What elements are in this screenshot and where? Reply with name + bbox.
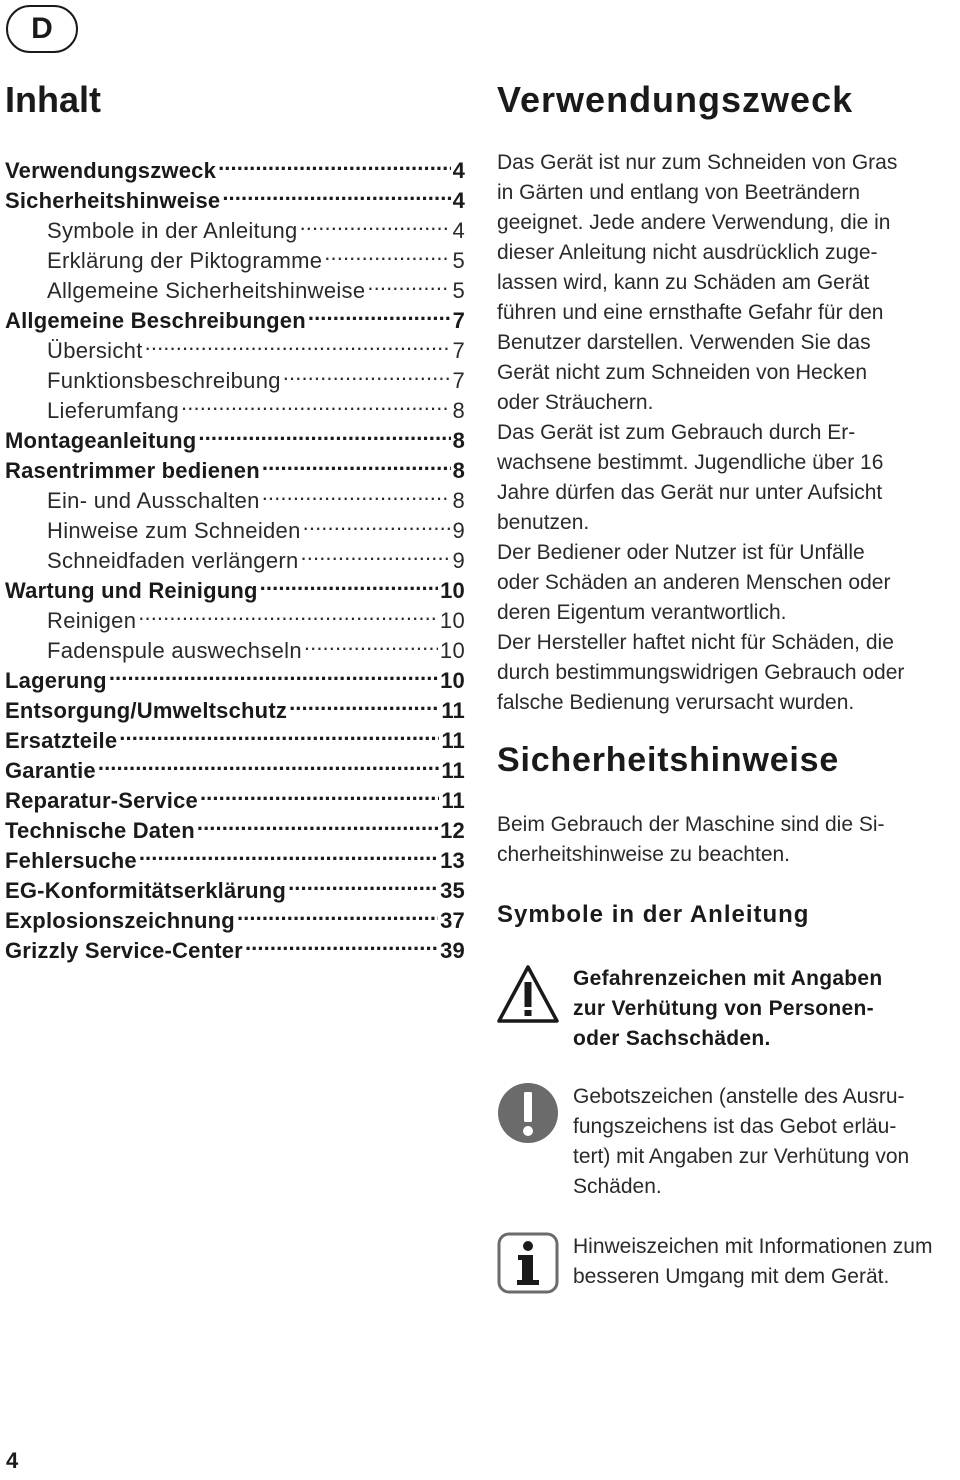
toc-entry-page: 8: [452, 488, 465, 513]
usage-line: Jahre dürfen das Gerät nur unter Aufsicht: [497, 481, 883, 504]
safety-line: Beim Gebrauch der Maschine sind die Si-: [497, 813, 885, 836]
safety-body: [497, 810, 957, 870]
toc-leader-dots: [303, 508, 451, 538]
toc-entry-label: Technische Daten: [5, 818, 195, 843]
page-number: 4: [6, 1448, 19, 1473]
toc-leader-dots: [119, 718, 439, 748]
toc-entry-label: Hinweise zum Schneiden: [47, 518, 301, 543]
safety-section: [497, 738, 957, 870]
toc-entry-label: Übersicht: [47, 338, 143, 363]
toc-entry-page: 4: [452, 218, 465, 243]
toc-entry-label: EG-Konformitätserklärung: [5, 878, 287, 903]
usage-line: dieser Anleitung nicht ausdrücklich zuge-: [497, 241, 878, 264]
usage-line: Gerät nicht zum Schneiden von Hecken: [497, 361, 868, 384]
toc-entry-page: 11: [441, 788, 465, 813]
toc-entry-label: Wartung und Reinigung: [5, 578, 258, 603]
toc-entry-page: 13: [440, 848, 465, 873]
toc-entry-page: 7: [452, 338, 465, 363]
usage-section: [497, 78, 957, 718]
info-square-icon: [497, 1232, 559, 1294]
toc-leader-dots: [367, 268, 450, 298]
usage-line: lassen wird, kann zu Schäden am Gerät: [497, 271, 870, 294]
usage-line: Das Gerät ist zum Gebrauch durch Er-: [497, 421, 856, 444]
usage-line: falsche Bedienung verursacht wurden.: [497, 691, 855, 714]
toc-entry-label: Reinigen: [47, 608, 137, 633]
toc-leader-dots: [304, 628, 438, 658]
toc-leader-dots: [288, 868, 438, 898]
toc-leader-dots: [308, 298, 451, 328]
toc-leader-dots: [262, 478, 451, 508]
toc-entry-page: 9: [452, 518, 465, 543]
usage-line: durch bestimmungswidrigen Gebrauch oder: [497, 661, 905, 684]
usage-body: [497, 148, 957, 718]
toc-leader-dots: [198, 418, 450, 448]
toc-entry-label: Sicherheitshinweise: [5, 188, 221, 213]
usage-line: benutzen.: [497, 511, 590, 534]
usage-title: Verwendungszweck: [497, 79, 854, 120]
toc-entry-label: Funktionsbeschreibung: [47, 368, 281, 393]
toc-entry-label: Allgemeine Sicherheitshinweise: [47, 278, 366, 303]
toc-leader-dots: [139, 838, 438, 868]
toc-leader-dots: [300, 208, 451, 238]
toc-entry-page: 7: [452, 308, 465, 333]
usage-line: Das Gerät ist nur zum Schneiden von Gras: [497, 151, 898, 174]
toc-leader-dots: [218, 148, 451, 178]
toc-entry-page: 8: [452, 458, 465, 483]
toc-entry-page: 11: [441, 758, 465, 783]
exclamation-circle-icon: [497, 1082, 559, 1144]
toc-entry-label: Verwendungszweck: [5, 158, 217, 183]
toc-entry-label: Erklärung der Piktogramme: [47, 248, 323, 273]
toc-leader-dots: [324, 238, 450, 268]
language-badge-label: D: [31, 12, 53, 45]
symbol-item-danger-text: Gefahrenzeichen mit Angaben zur Verhütung von Personen- oder Sachschäden.: [573, 967, 883, 1050]
toc-entry-label: Lagerung: [5, 668, 107, 693]
toc-entry-page: 5: [452, 278, 465, 303]
toc-entry[interactable]: [5, 148, 465, 183]
usage-line: Der Bediener oder Nutzer ist für Unfälle: [497, 541, 865, 564]
toc-entry-label: Explosionszeichnung: [5, 908, 235, 933]
toc-entry-label: Fadenspule auswechseln: [47, 638, 302, 663]
symbol-item-info: [497, 1232, 957, 1294]
usage-line: oder Sträuchern.: [497, 391, 654, 414]
toc-leader-dots: [262, 448, 451, 478]
usage-line: deren Eigentum verantwortlich.: [497, 601, 787, 624]
usage-line: Benutzer darstellen. Verwenden Sie das: [497, 331, 871, 354]
toc-entry-page: 37: [440, 908, 465, 933]
toc-entry-label: Rasentrimmer bedienen: [5, 458, 260, 483]
language-badge: [6, 5, 78, 53]
usage-line: Der Hersteller haftet nicht für Schäden, die: [497, 631, 894, 654]
symbols-title: Symbole in der Anleitung: [497, 901, 810, 928]
safety-line: cherheitshinweise zu beachten.: [497, 843, 791, 866]
toc-entry-label: Lieferumfang: [47, 398, 180, 423]
symbol-item-mandatory-text: Gebotszeichen (anstelle des Ausru- fungszeichens ist das Gebot erläu- tert) mit Angaben zur Verhütung von Schäden.: [573, 1085, 910, 1198]
toc-leader-dots: [283, 358, 451, 388]
toc-leader-dots: [181, 388, 450, 418]
symbol-item-mandatory: [497, 1082, 957, 1198]
table-of-contents: [5, 78, 465, 963]
toc-leader-dots: [200, 778, 439, 808]
toc-entry-label: Ersatzteile: [5, 728, 118, 753]
toc-entry-label: Allgemeine Beschreibungen: [5, 308, 306, 333]
toc-entry-label: Grizzly Service-Center: [5, 938, 243, 963]
symbol-item-danger: [497, 964, 957, 1050]
toc-entry-label: Montageanleitung: [5, 428, 197, 453]
toc-leader-dots: [260, 568, 438, 598]
toc-entry-page: 39: [440, 938, 465, 963]
toc-leader-dots: [138, 598, 438, 628]
toc-leader-dots: [301, 538, 451, 568]
safety-title: Sicherheitshinweise: [497, 741, 840, 779]
symbols-heading: [497, 900, 957, 930]
toc-entry-page: 10: [439, 608, 465, 633]
toc-leader-dots: [245, 928, 438, 958]
toc-entry-page: 8: [452, 428, 465, 453]
toc-entry-label: Fehlersuche: [5, 848, 137, 873]
toc-entry-label: Reparatur-Service: [5, 788, 198, 813]
toc-entry-label: Ein- und Ausschalten: [47, 488, 260, 513]
usage-line: in Gärten und entlang von Beeträndern: [497, 181, 861, 204]
warning-triangle-icon: [497, 964, 559, 1026]
toc-entry-label: Schneidfaden verlängern: [47, 548, 299, 573]
toc-entry-page: 7: [452, 368, 465, 393]
toc-leader-dots: [109, 658, 438, 688]
toc-title: Inhalt: [5, 79, 101, 120]
toc-leader-dots: [222, 178, 450, 208]
toc-entry-page: 4: [452, 188, 465, 213]
toc-entry-page: 9: [452, 548, 465, 573]
toc-leader-dots: [289, 688, 439, 718]
toc-leader-dots: [237, 898, 438, 928]
toc-entry-page: 5: [452, 248, 465, 273]
toc-entry-page: 10: [440, 578, 465, 603]
toc-entry-page: 11: [441, 728, 465, 753]
usage-line: führen und eine ernsthafte Gefahr für den: [497, 301, 884, 324]
toc-entry-page: 10: [439, 638, 465, 663]
toc-leader-dots: [197, 808, 438, 838]
toc-entry-page: 10: [440, 668, 465, 693]
symbol-item-info-text: Hinweiszeichen mit Informationen zum besseren Umgang mit dem Gerät.: [573, 1235, 933, 1288]
usage-line: wachsene bestimmt. Jugendliche über 16: [497, 451, 884, 474]
toc-entry-page: 8: [452, 398, 465, 423]
toc-leader-dots: [98, 748, 439, 778]
toc-entry-page: 35: [440, 878, 465, 903]
toc-entry-page: 12: [440, 818, 465, 843]
toc-entry-label: Symbole in der Anleitung: [47, 218, 298, 243]
usage-line: oder Schäden an anderen Menschen oder: [497, 571, 891, 594]
toc-list: [5, 148, 465, 963]
toc-entry-label: Garantie: [5, 758, 96, 783]
toc-entry-page: 11: [441, 698, 465, 723]
toc-entry-label: Entsorgung/Umweltschutz: [5, 698, 288, 723]
toc-entry-page: 4: [452, 158, 465, 183]
toc-leader-dots: [145, 328, 451, 358]
usage-line: geeignet. Jede andere Verwendung, die in: [497, 211, 891, 234]
